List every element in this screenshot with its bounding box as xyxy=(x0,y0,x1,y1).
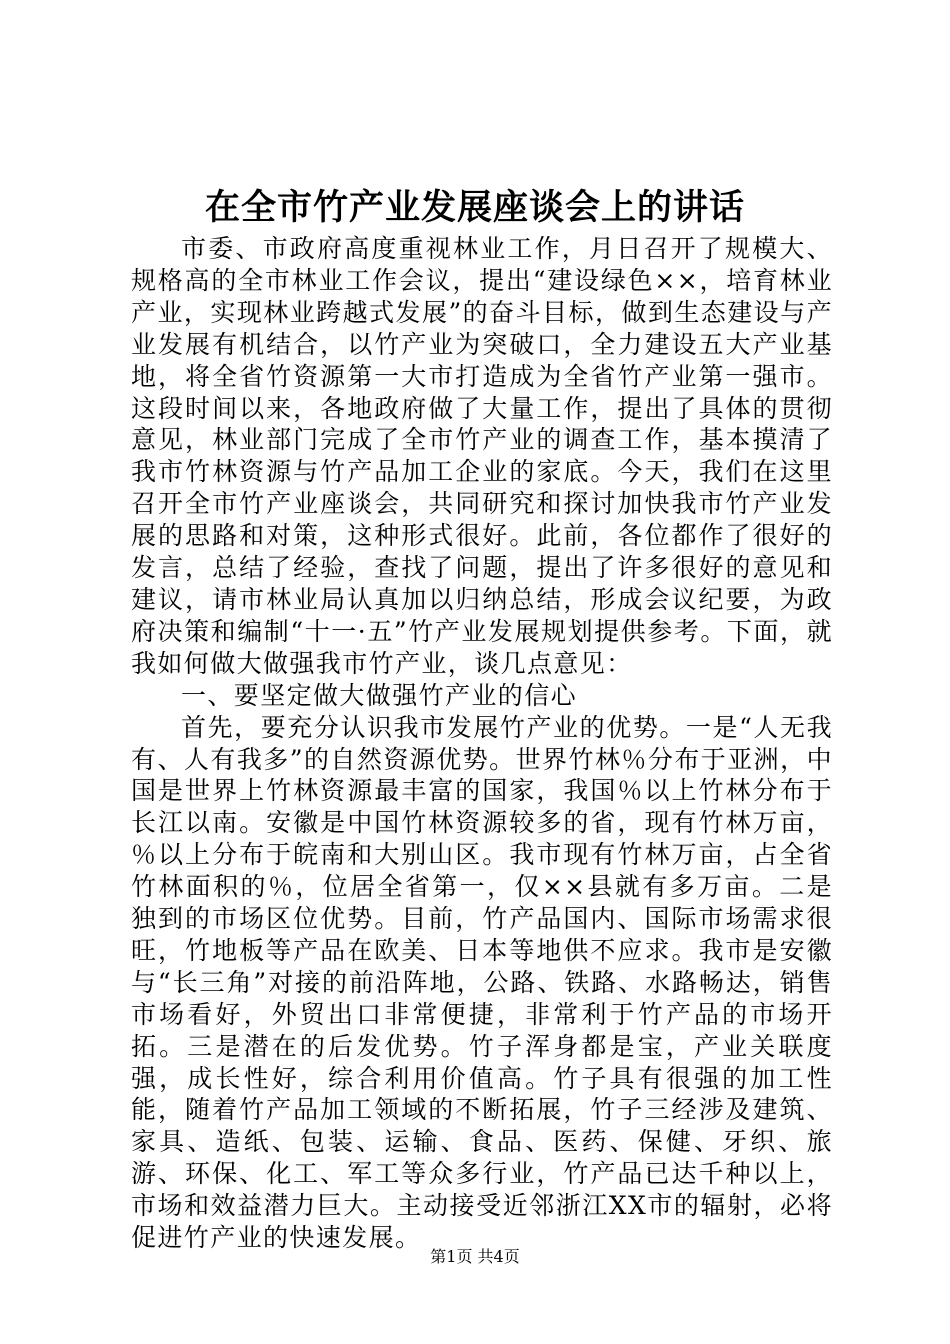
document-body xyxy=(131,233,833,1254)
intro-paragraph: 市委、市政府高度重视林业工作，月日召开了规模大、规格高的全市林业工作会议，提出“建设绿色××，培育林业产业，实现林业跨越式发展”的奋斗目标，做到生态建设与产业发展有机结合，以竹产业为突破口，全力建设五大产业基地，将全省竹资源第一大市打造成为全省竹产业第一强市。这段时间以来，各地政府做了大量工作，提出了具体的贯彻意见，林业部门完成了全市竹产业的调查工作，基本摸清了我市竹林资源与竹产品加工企业的家底。今天，我们在这里召开全市竹产业座谈会，共同研究和探讨加快我市竹产业发展的思路和对策，这种形式很好。此前，各位都作了很好的发言，总结了经验，查找了问题，提出了许多很好的意见和建议，请市林业局认真加以归纳总结，形成会议纪要，为政府决策和编制“十一·五”竹产业发展规划提供参考。下面，就我如何做大做强我市竹产业，谈几点意见： xyxy=(131,234,833,678)
body-paragraph: 首先，要充分认识我市发展竹产业的优势。一是“人无我有、人有我多”的自然资源优势。世界竹林％分布于亚洲，中国是世界上竹林资源最丰富的国家，我国％以上竹林分布于长江以南。安徽是中国竹林资源较多的省，现有竹林万亩，％以上分布于皖南和大别山区。我市现有竹林万亩，占全省竹林面积的％，位居全省第一，仅××县就有多万亩。二是独到的市场区位优势。目前，竹产品国内、国际市场需求很旺，竹地板等产品在欧美、日本等地供不应求。我市是安徽与“长三角”对接的前沿阵地，公路、铁路、水路畅达，销售市场看好，外贸出口非常便捷，非常利于竹产品的市场开拓。三是潜在的后发优势。竹子浑身都是宝，产业关联度强，成长性好，综合利用价值高。竹子具有很强的加工性能，随着竹产品加工领域的不断拓展，竹子三经涉及建筑、家具、造纸、包装、运输、食品、医药、保健、牙织、旅游、环保、化工、军工等众多行业，竹产品已达千种以上，市场和效益潜力巨大。主动接受近邻浙江XX市的辐射，必将促进竹产业的快速发展。 xyxy=(131,712,833,1253)
section-heading: 一、要坚定做大做强竹产业的信心 xyxy=(181,680,578,710)
page-footer: 第1页 共4页 xyxy=(430,1247,520,1266)
document-title: 在全市竹产业发展座谈会上的讲话 xyxy=(204,187,745,228)
